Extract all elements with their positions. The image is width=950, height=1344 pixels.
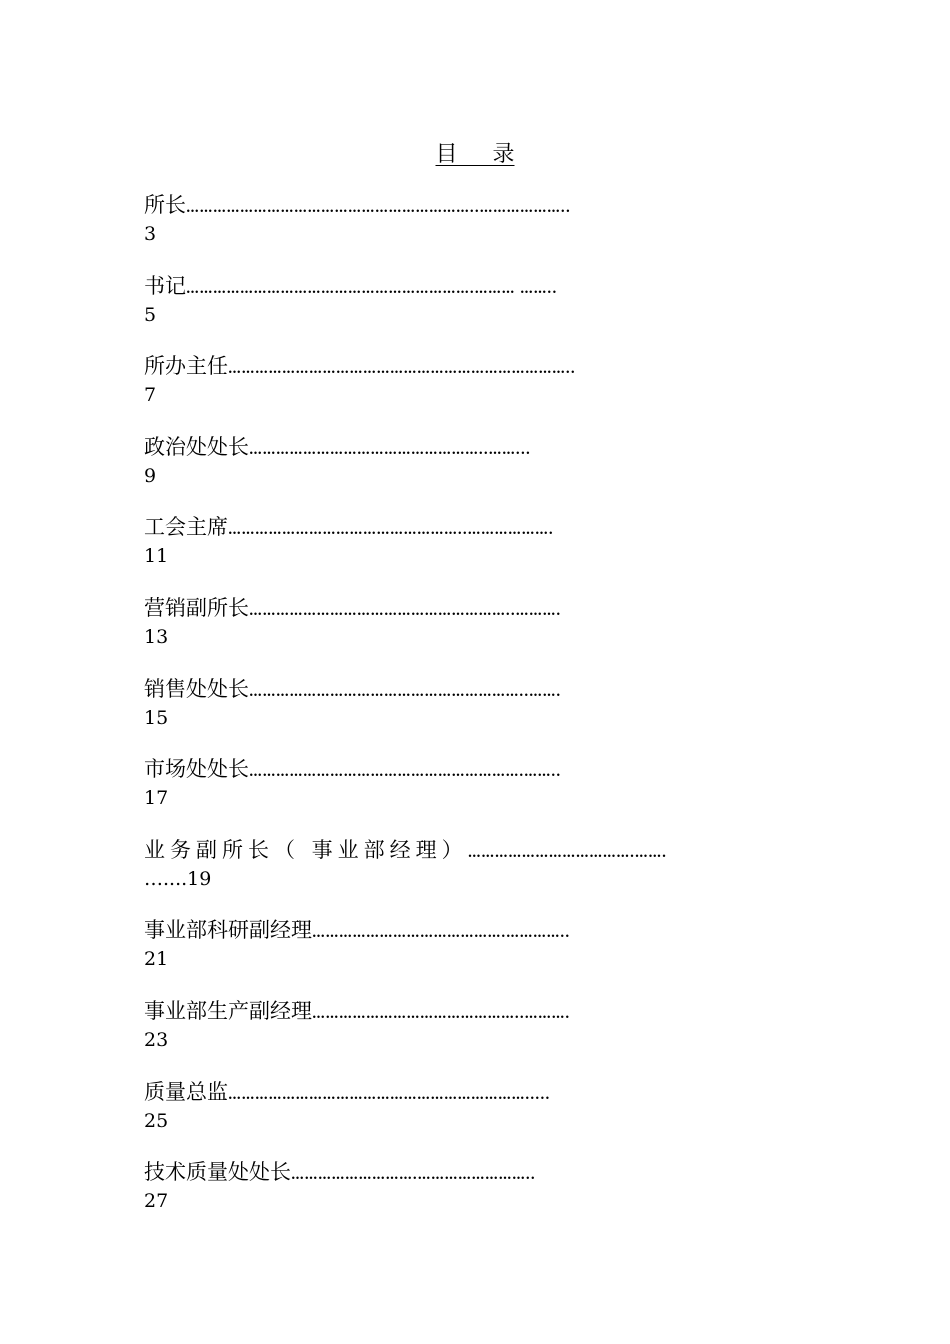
toc-entry-leader: ………………………………………..………. (312, 1006, 571, 1022)
toc-entry-leader: ………………………………………………………..……………….. (186, 201, 571, 216)
toc-entry-label: 销售处处长 (144, 676, 249, 701)
toc-entry-page: 11 (144, 545, 169, 568)
toc-entry-page: 25 (144, 1109, 169, 1132)
toc-entry-label: 市场处处长 (144, 757, 249, 782)
toc-entry-page: …....19 (144, 867, 212, 890)
toc-entry[interactable] (144, 349, 814, 430)
toc-entry-page: 23 (144, 1028, 169, 1051)
toc-entry[interactable] (144, 591, 814, 672)
toc-entry-leader: …………………………………………………..………. (249, 603, 562, 619)
toc-entry-leader: …………………………………………………….…….. (249, 765, 562, 781)
toc-entry-page: 5 (144, 303, 157, 326)
toc-entry-label: 事业部科研副经理 (144, 918, 312, 943)
toc-list (144, 188, 814, 1236)
toc-entry[interactable] (144, 752, 814, 833)
toc-entry-label: 书记 (144, 273, 186, 298)
toc-entry[interactable] (144, 510, 814, 591)
toc-entry-label: 营销副所长 (144, 595, 249, 620)
toc-entry[interactable] (144, 672, 814, 753)
toc-entry-label: 质量总监 (144, 1079, 228, 1104)
toc-entry-page: 21 (144, 948, 169, 971)
toc-entry[interactable] (144, 188, 814, 269)
toc-entry-leader: ……………………………….……. (467, 845, 667, 861)
toc-entry-leader: …………………………………………………………..... (228, 1087, 551, 1103)
toc-entry-label: 所长 (144, 193, 186, 217)
toc-entry[interactable] (144, 430, 814, 511)
toc-title-text: 目 录 (435, 142, 515, 167)
toc-entry[interactable] (144, 1075, 814, 1156)
toc-entry[interactable] (144, 833, 814, 914)
toc-entry-page: 17 (144, 787, 169, 810)
toc-entry-page: 7 (144, 384, 157, 407)
toc-entry-leader: …………………………………….………….. (312, 926, 571, 942)
toc-entry[interactable] (144, 269, 814, 350)
toc-entry[interactable] (144, 913, 814, 994)
toc-title (0, 140, 950, 170)
toc-entry-label: 技术质量处处长 (144, 1160, 291, 1185)
toc-entry-label: 业务副所长（ 事业部经理） (144, 837, 468, 862)
toc-entry-page: 27 (144, 1190, 169, 1213)
toc-entry-leader: ……………………………………………..………………. (228, 523, 554, 539)
toc-entry-page: 13 (144, 625, 169, 648)
toc-entry-page: 9 (144, 464, 157, 487)
toc-entry-leader: ……………………………………………………….……… …….. (186, 281, 558, 297)
toc-entry[interactable] (144, 1155, 814, 1236)
toc-entry-page: 3 (144, 223, 157, 245)
toc-entry-leader: ………………………………………………………………….. (228, 362, 576, 378)
toc-entry-label: 事业部生产副经理 (144, 998, 312, 1023)
toc-entry-leader: ……………………….…………………….. (291, 1168, 536, 1184)
toc-entry-leader: ……………………………………………………..……. (249, 684, 562, 700)
toc-entry[interactable] (144, 994, 814, 1075)
toc-entry-label: 政治处处长 (144, 434, 249, 459)
toc-entry-label: 工会主席 (144, 515, 228, 540)
toc-entry-label: 所办主任 (144, 354, 228, 379)
toc-entry-page: 15 (144, 706, 169, 729)
toc-entry-leader: ……………………………………………..……... (249, 442, 531, 458)
